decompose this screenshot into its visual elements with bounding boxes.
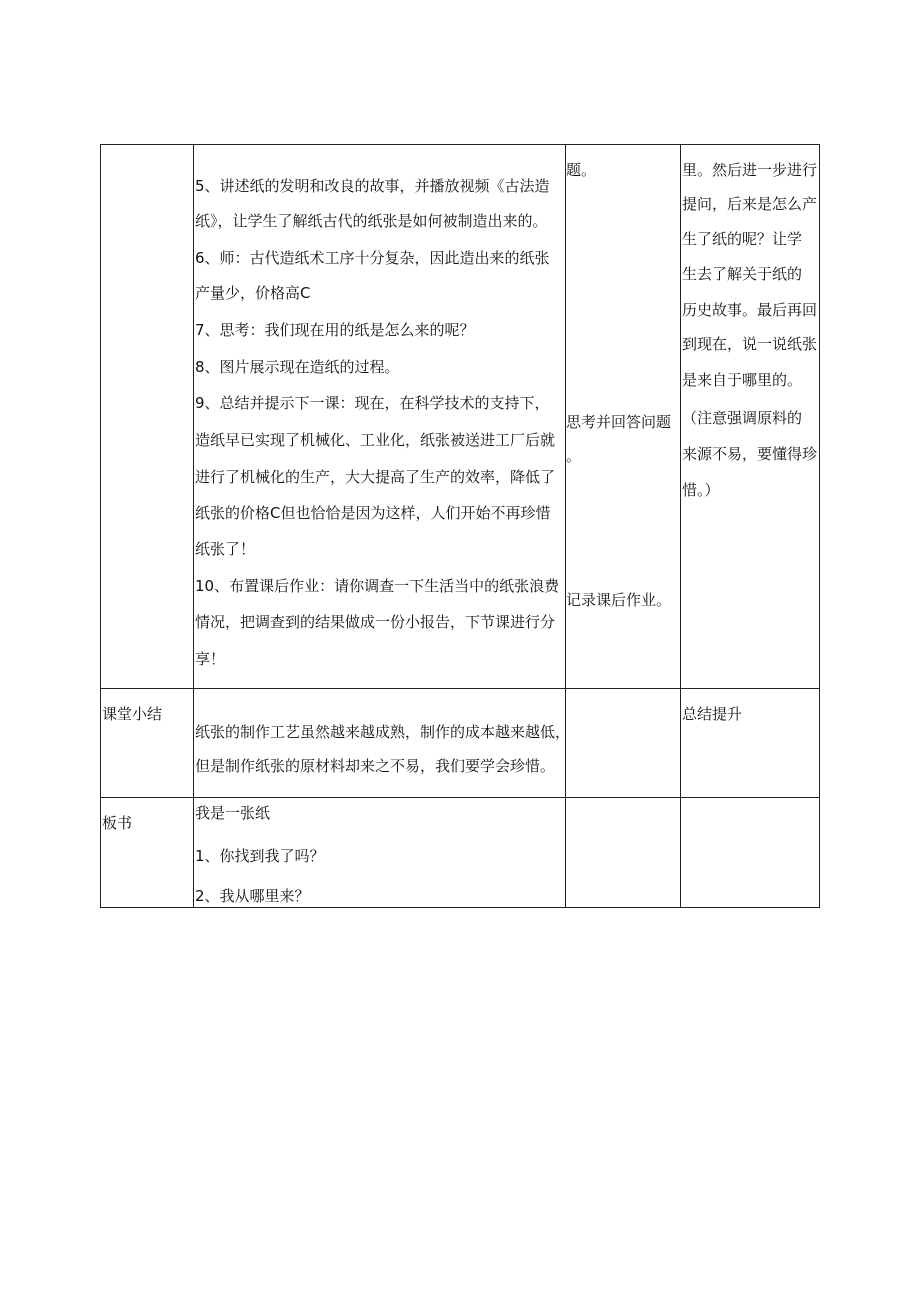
column-divider-1 [193, 144, 194, 908]
step-line: 5、讲述纸的发明和改良的故事，并播放视频《古法造 [195, 177, 550, 195]
step-line: 10、布置课后作业：请你调查一下生活当中的纸张浪费 [195, 577, 560, 595]
design-intent-line: 里。然后进一步进行 [682, 161, 818, 179]
step-line: 情况，把调查到的结果做成一份小报告，下节课进行分 [195, 613, 556, 631]
step-line: 7、思考：我们现在用的纸是怎么来的呢？ [195, 321, 475, 339]
step-line: 造纸早已实现了机械化、工业化，纸张被送进工厂后就 [195, 431, 556, 449]
column-border-left [100, 144, 101, 908]
design-intent-line: 生去了解关于纸的 [682, 265, 803, 283]
summary-line: 纸张的制作工艺虽然越来越成熟，制作的成本越来越低， [195, 723, 571, 741]
design-intent-line: 惜。） [682, 481, 720, 499]
column-border-right [819, 144, 820, 908]
column-divider-2 [565, 144, 566, 908]
step-line: 纸》，让学生了解纸古代的纸张是如何被制造出来的。 [195, 212, 548, 230]
step-line: 9、总结并提示下一课：现在，在科学技术的支持下， [195, 394, 550, 412]
column-divider-3 [680, 144, 681, 908]
design-intent-line: （注意强调原料的 [682, 409, 803, 427]
design-intent-line: 来源不易，要懂得珍 [682, 445, 818, 463]
row-label-blackboard: 板书 [102, 814, 133, 832]
row-divider-1 [100, 688, 820, 689]
design-intent-line: 生了纸的呢？让学 [682, 230, 803, 248]
blackboard-line: 1、你找到我了吗？ [195, 847, 325, 865]
step-line: 6、师：古代造纸术工序十分复杂，因此造出来的纸张 [195, 249, 550, 267]
step-line: 纸张的价格C但也恰恰是因为这样，人们开始不再珍惜 [195, 504, 551, 522]
blackboard-line: 2、我从哪里来？ [195, 887, 310, 905]
student-activity: 。 [566, 447, 582, 465]
lesson-plan-table [100, 144, 820, 908]
student-activity: 记录课后作业。 [566, 591, 672, 609]
table-border-top [100, 144, 820, 145]
step-line: 进行了机械化的生产，大大提高了生产的效率，降低了 [195, 468, 556, 486]
row-label-summary: 课堂小结 [102, 705, 163, 723]
summary-intent: 总结提升 [682, 705, 743, 723]
step-line: 享！ [195, 650, 226, 668]
student-activity: 题。 [566, 161, 597, 179]
step-line: 产量少，价格高C [195, 284, 311, 302]
design-intent-line: 到现在，说一说纸张 [682, 335, 818, 353]
summary-line: 但是制作纸张的原材料却来之不易，我们要学会珍惜。 [195, 757, 556, 775]
row-divider-2 [100, 797, 820, 798]
student-activity: 思考并回答问题 [566, 413, 672, 431]
blackboard-line: 我是一张纸 [195, 804, 271, 822]
design-intent-line: 历史故事。最后再回 [682, 301, 818, 319]
table-border-bottom [100, 907, 820, 908]
design-intent-line: 是来自于哪里的。 [682, 371, 803, 389]
step-line: 纸张了！ [195, 540, 256, 558]
step-line: 8、图片展示现在造纸的过程。 [195, 358, 400, 376]
design-intent-line: 提问，后来是怎么产 [682, 195, 818, 213]
